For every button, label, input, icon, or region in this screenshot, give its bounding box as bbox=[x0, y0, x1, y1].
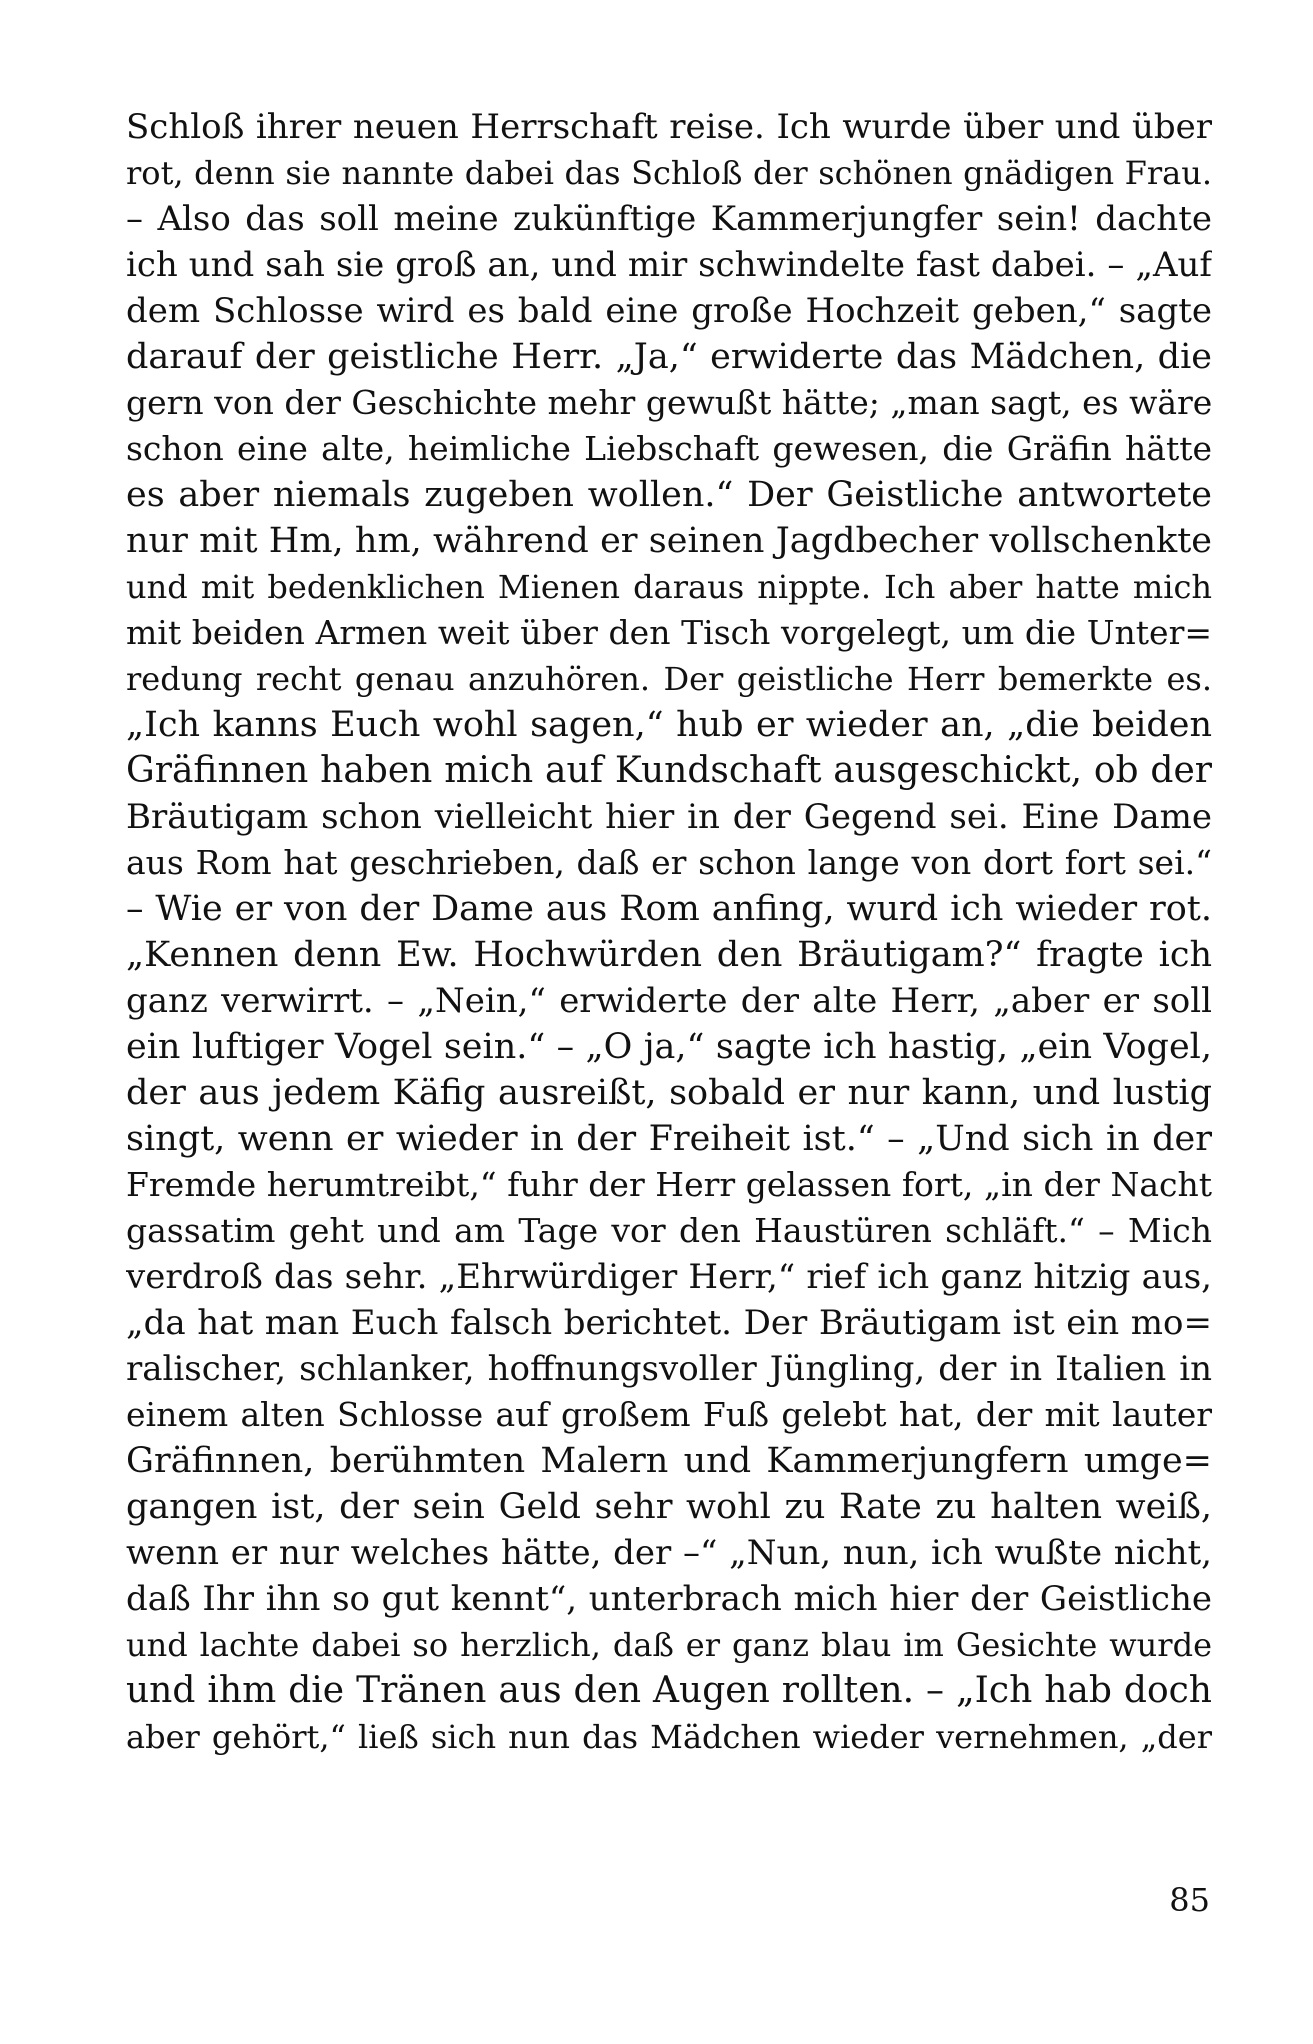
text-line: aber gehört,“ ließ sich nun das Mädchen wieder vernehmen, „der bbox=[126, 1718, 1212, 1756]
text-line: schon eine alte, heimliche Liebschaft gewesen, die Gräfin hätte bbox=[126, 429, 1212, 468]
text-line: singt, wenn er wieder in der Freiheit ist.“ – „Und sich in der bbox=[126, 1119, 1212, 1159]
text-line: „Kennen denn Ew. Hochwürden den Bräutigam?“ fragte ich bbox=[126, 935, 1212, 975]
text-line: rot, denn sie nannte dabei das Schloß der schönen gnädigen Frau. bbox=[126, 154, 1212, 192]
text-line: und ihm die Tränen aus den Augen rollten. – „Ich hab doch bbox=[126, 1670, 1212, 1711]
text-line: gern von der Geschichte mehr gewußt hätte; „man sagt, es wäre bbox=[126, 383, 1212, 422]
page-number: 85 bbox=[1169, 1881, 1210, 1919]
text-line: „Ich kanns Euch wohl sagen,“ hub er wieder an, „die beiden bbox=[126, 705, 1212, 745]
text-line: ganz verwirrt. – „Nein,“ erwiderte der alte Herr, „aber er soll bbox=[126, 981, 1212, 1021]
text-line: Schloß ihrer neuen Herrschaft reise. Ich wurde über und über bbox=[126, 107, 1212, 147]
text-line: und mit bedenklichen Mienen daraus nippte. Ich aber hatte mich bbox=[126, 568, 1212, 606]
text-line: einem alten Schlosse auf großem Fuß gelebt hat, der mit lauter bbox=[126, 1395, 1212, 1434]
text-line: Bräutigam schon vielleicht hier in der Gegend sei. Eine Dame bbox=[126, 797, 1212, 837]
text-line: ein luftiger Vogel sein.“ – „O ja,“ sagte ich hastig, „ein Vogel, bbox=[126, 1027, 1212, 1067]
text-line: redung recht genau anzuhören. Der geistliche Herr bemerkte es. bbox=[126, 660, 1212, 698]
text-line: dem Schlosse wird es bald eine große Hochzeit geben,“ sagte bbox=[126, 291, 1212, 331]
text-line: gangen ist, der sein Geld sehr wohl zu Rate zu halten weiß, bbox=[126, 1487, 1212, 1527]
text-line: wenn er nur welches hätte, der –“ „Nun, nun, ich wußte nicht, bbox=[126, 1533, 1212, 1573]
text-line: darauf der geistliche Herr. „Ja,“ erwiderte das Mädchen, die bbox=[126, 337, 1212, 377]
text-line: verdroß das sehr. „Ehrwürdiger Herr,“ rief ich ganz hitzig aus, bbox=[126, 1257, 1212, 1297]
text-line: mit beiden Armen weit über den Tisch vorgelegt, um die Unter= bbox=[126, 613, 1212, 652]
text-line: ich und sah sie groß an, und mir schwindelte fast dabei. – „Auf bbox=[126, 245, 1212, 285]
text-line: nur mit Hm, hm, während er seinen Jagdbecher vollschenkte bbox=[126, 521, 1212, 561]
text-line: Gräfinnen, berühmten Malern und Kammerjungfern umge= bbox=[126, 1441, 1212, 1481]
text-line: es aber niemals zugeben wollen.“ Der Geistliche antwortete bbox=[126, 475, 1212, 515]
text-line: der aus jedem Käfig ausreißt, sobald er nur kann, und lustig bbox=[126, 1073, 1212, 1113]
text-line: aus Rom hat geschrieben, daß er schon lange von dort fort sei.“ bbox=[126, 843, 1212, 882]
text-line: daß Ihr ihn so gut kennt“, unterbrach mich hier der Geistliche bbox=[126, 1579, 1212, 1619]
text-line: ralischer, schlanker, hoffnungsvoller Jüngling, der in Italien in bbox=[126, 1349, 1212, 1389]
text-line: und lachte dabei so herzlich, daß er ganz blau im Gesichte wurde bbox=[126, 1626, 1212, 1664]
text-line: gassatim geht und am Tage vor den Haustüren schläft.“ – Mich bbox=[126, 1211, 1212, 1250]
text-line: Fremde herumtreibt,“ fuhr der Herr gelassen fort, „in der Nacht bbox=[126, 1165, 1212, 1204]
text-line: – Also das soll meine zukünftige Kammerjungfer sein! dachte bbox=[126, 199, 1212, 239]
body-text bbox=[126, 104, 1212, 1760]
text-line: „da hat man Euch falsch berichtet. Der Bräutigam ist ein mo= bbox=[126, 1303, 1212, 1343]
text-line: – Wie er von der Dame aus Rom anfing, wurd ich wieder rot. bbox=[126, 889, 1212, 929]
text-line: Gräfinnen haben mich auf Kundschaft ausgeschickt, ob der bbox=[126, 750, 1212, 791]
